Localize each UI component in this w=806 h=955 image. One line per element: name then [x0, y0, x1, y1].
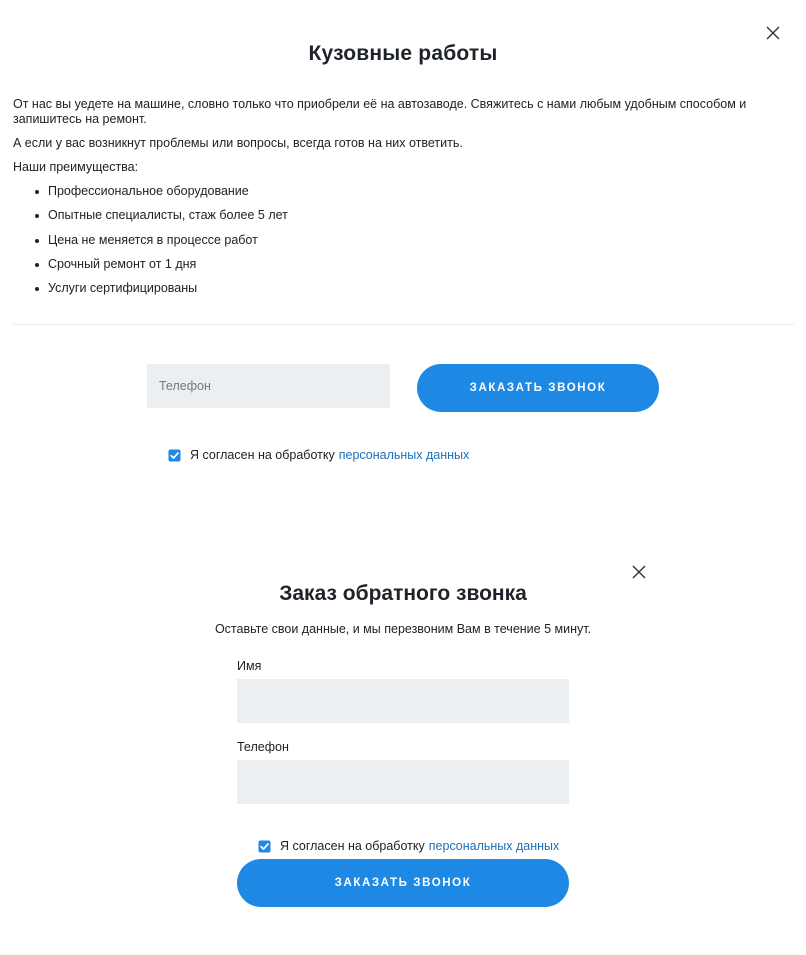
order-call-button[interactable]: ЗАКАЗАТЬ ЗВОНОК	[237, 859, 569, 907]
close-icon	[630, 563, 648, 581]
list-item: Цена не меняется в процессе работ	[35, 233, 288, 257]
modal1-description-2: А если у вас возникнут проблемы или вопросы, всегда готов на них ответить.	[13, 136, 463, 150]
consent-text: Я согласен на обработку	[190, 448, 335, 462]
list-item: Услуги сертифицированы	[35, 281, 288, 305]
modal1-title: Кузовные работы	[308, 42, 498, 65]
consent-row	[258, 839, 559, 853]
modal1-close-button[interactable]	[764, 24, 782, 42]
modal2-title: Заказ обратного звонка	[279, 582, 527, 605]
modal2-subtitle: Оставьте свои данные, и мы перезвоним Вам в течение 5 минут.	[214, 622, 592, 636]
phone-field[interactable]	[237, 760, 569, 804]
phone-label: Телефон	[237, 740, 289, 754]
consent-text: Я согласен на обработку	[280, 839, 425, 853]
personal-data-link[interactable]: персональных данных	[338, 448, 470, 462]
close-icon	[764, 24, 782, 42]
list-item: Опытные специалисты, стаж более 5 лет	[35, 208, 288, 232]
personal-data-link[interactable]: персональных данных	[428, 839, 560, 853]
list-item: Профессиональное оборудование	[35, 184, 288, 208]
list-item: Срочный ремонт от 1 дня	[35, 257, 288, 281]
advantages-list	[35, 184, 288, 305]
name-input[interactable]	[237, 679, 569, 723]
divider	[13, 324, 794, 325]
advantages-title: Наши преимущества:	[13, 160, 139, 174]
name-label: Имя	[237, 659, 262, 673]
order-call-button[interactable]: ЗАКАЗАТЬ ЗВОНОК	[417, 364, 659, 412]
modal1-description-1: От нас вы уедете на машине, словно только что приобрели её на автозаводе. Свяжитесь с нами любым удобным способом и запишитесь на ремонт.	[13, 97, 747, 126]
consent-row	[168, 448, 469, 462]
checkbox-checked-icon	[168, 449, 181, 462]
consent-checkbox[interactable]	[258, 840, 271, 853]
modal2-close-button[interactable]	[630, 563, 648, 581]
checkbox-checked-icon	[258, 840, 271, 853]
phone-input[interactable]	[147, 364, 390, 408]
consent-checkbox[interactable]	[168, 449, 181, 462]
